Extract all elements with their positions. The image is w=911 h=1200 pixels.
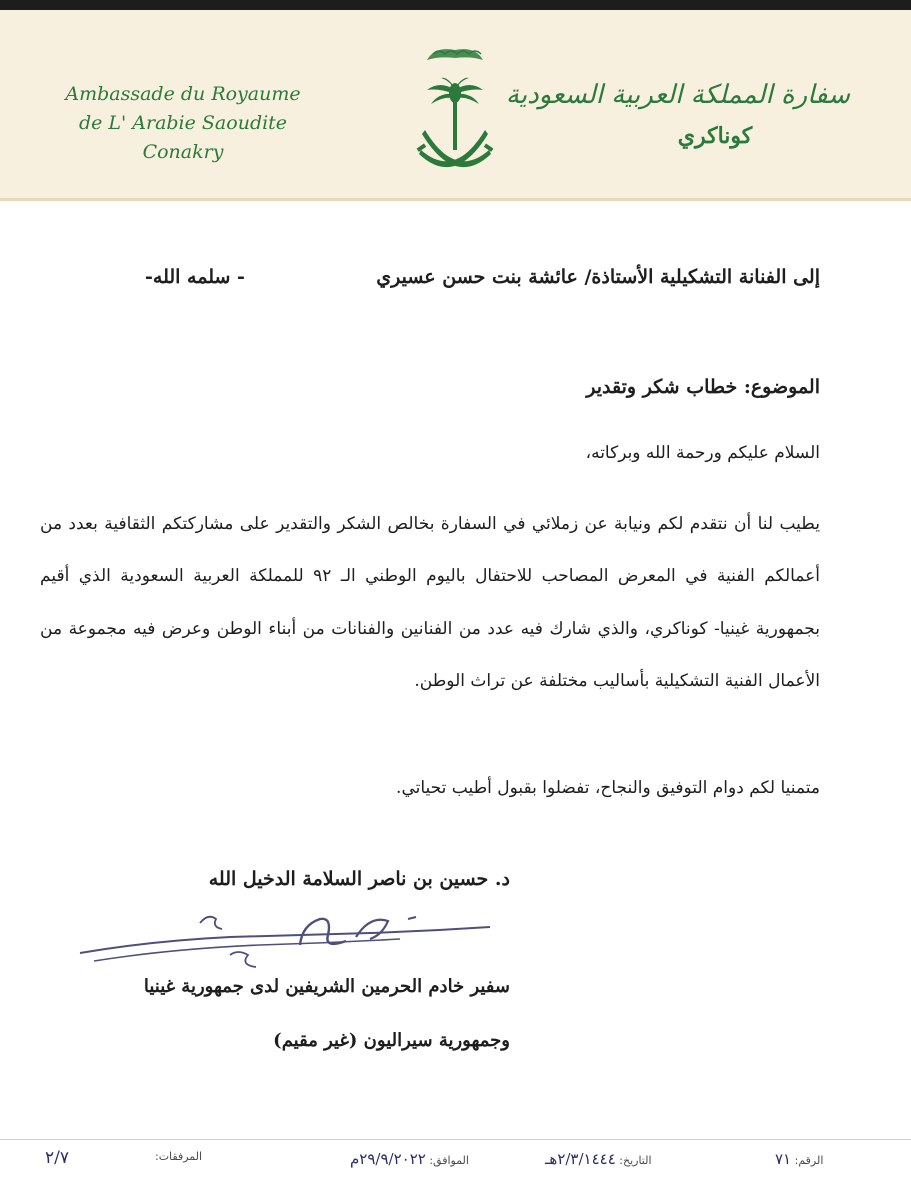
saudi-emblem-icon	[405, 38, 505, 188]
embassy-name-french	[58, 80, 308, 167]
greeting-line: السلام عليكم ورحمة الله وبركاته،	[585, 443, 820, 463]
top-border	[0, 0, 911, 10]
signatory-name: د. حسين بن ناصر السلامة الدخيل الله	[208, 868, 510, 890]
subject-line: الموضوع: خطاب شكر وتقدير	[586, 376, 820, 398]
reference-label: الرقم:	[794, 1154, 824, 1167]
footer-divider	[0, 1139, 911, 1140]
attachments-label: المرفقات:	[155, 1150, 203, 1163]
page-number: ٢/٧	[45, 1148, 69, 1168]
gregorian-label: الموافق:	[429, 1154, 469, 1167]
footer-reference	[775, 1150, 823, 1168]
french-line-1: Ambassade du Royaume	[65, 83, 301, 105]
french-line-3: Conakry	[142, 141, 224, 163]
footer-attachments	[155, 1150, 202, 1163]
closing-line: متمنيا لكم دوام التوفيق والنجاح، تفضلوا بقبول أطيب تحياتي.	[396, 778, 820, 798]
date-value: ٢/٣/١٤٤٤هـ	[545, 1150, 616, 1168]
date-label: التاريخ:	[619, 1154, 652, 1167]
honorific-text: - سلمه الله-	[145, 266, 245, 288]
recipient-text: إلى الفنانة التشكيلية الأستاذة/ عائشة بنت حسن عسيري	[376, 266, 820, 288]
reference-value: ٧١	[775, 1150, 792, 1168]
handwritten-signature	[70, 905, 520, 980]
footer-gregorian-date	[350, 1150, 469, 1168]
letterhead-divider	[0, 198, 911, 201]
letterhead	[0, 10, 911, 198]
signatory-title-line-2: وجمهورية سيراليون (غير مقيم)	[273, 1030, 510, 1051]
embassy-name-arabic	[505, 72, 850, 154]
signatory-title-line-1: سفير خادم الحرمين الشريفين لدى جمهورية غينيا	[143, 976, 510, 997]
recipient-line	[40, 266, 820, 288]
arabic-line-2: كوناكري	[677, 123, 753, 149]
arabic-line-1: سفارة المملكة العربية السعودية	[505, 80, 850, 110]
gregorian-value: ٢٩/٩/٢٠٢٢م	[350, 1150, 426, 1168]
french-line-2: de L' Arabie Saoudite	[78, 112, 288, 134]
letter-body: يطيب لنا أن نتقدم لكم ونيابة عن زملائي في السفارة بخالص الشكر والتقدير على مشاركتكم الثقافية بعدد من أعمالكم الفنية في المعرض المصاحب للاحتفال باليوم الوطني الـ ٩٢ للمملكة العربية السعودية الذي أقيم بجمهورية غينيا- كوناكري، والذي شارك فيه عدد من الفنانين والفنانات من أبناء الوطن وعرض فيه مجموعة من الأعمال الفنية التشكيلية بأساليب مختلفة عن تراث الوطن.	[40, 514, 820, 691]
footer-hijri-date	[545, 1150, 652, 1168]
